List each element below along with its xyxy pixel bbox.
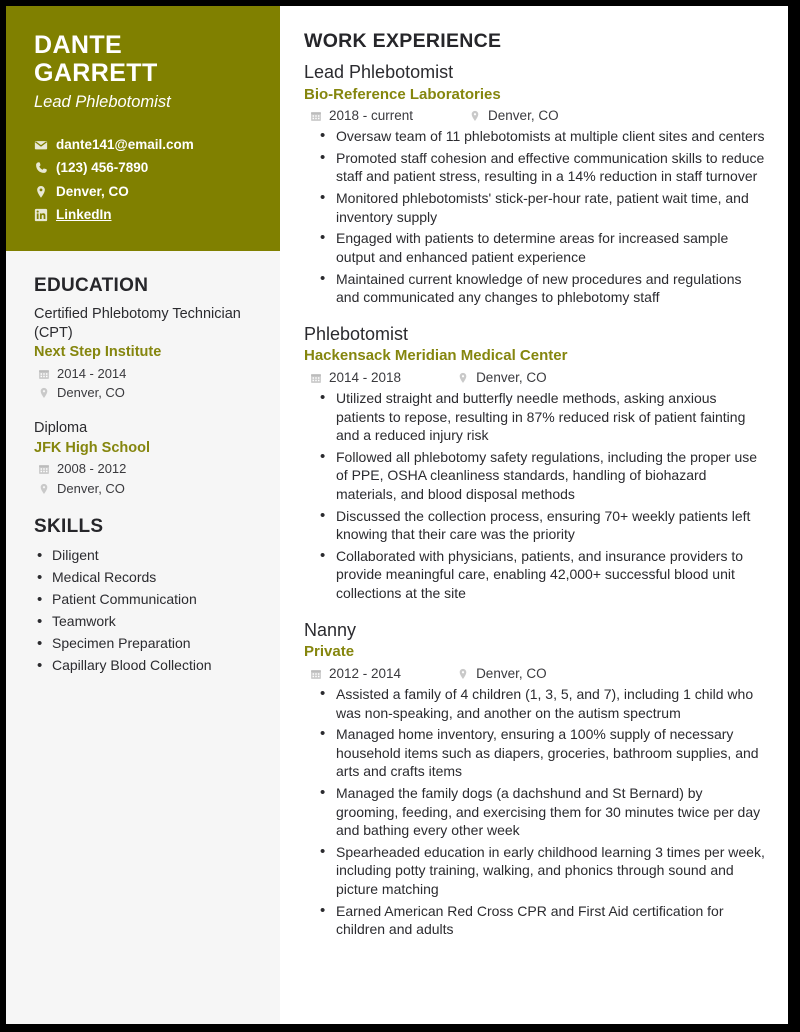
education-school: JFK High School [34, 439, 150, 456]
map-pin-icon [34, 185, 48, 199]
education-dates: 2014 - 2014 [57, 365, 127, 381]
calendar-icon [310, 110, 322, 122]
map-pin-icon [469, 110, 481, 122]
education-dates-row [34, 364, 256, 384]
skills-heading: SKILLS [34, 516, 104, 538]
map-pin-icon [38, 483, 50, 495]
list-item: • Assisted a family of 4 children (1, 3, 5, and 7), including 1 child who was non-speaking, and another on the autism spectrum [316, 685, 766, 722]
contact-item-location [34, 182, 252, 202]
education-location: Denver, CO [57, 385, 125, 401]
contact-item-phone [34, 158, 252, 178]
job-dates: 2014 - 2018 [329, 369, 402, 385]
education-degree: Diploma [34, 419, 88, 436]
job-role: Nanny [304, 619, 357, 640]
envelope-icon [34, 138, 48, 152]
list-item: • Medical Records [34, 568, 256, 588]
education-heading: EDUCATION [34, 275, 149, 297]
job-dates: 2018 - current [329, 108, 414, 123]
list-item: • Spearheaded education in early childhood learning 3 times per week, including potty training, walking, and phonics through sound and picture matching [316, 843, 766, 899]
phone-icon [34, 161, 48, 175]
list-item: • Collaborated with physicians, patients, and insurance providers to provide meaningful care, enabling 42,000+ successful blood unit collections at the site [316, 547, 766, 603]
map-pin-icon [38, 387, 50, 399]
education-dates-row [34, 459, 256, 479]
contact-location-text: Denver, CO [56, 183, 129, 199]
job-bullets [304, 685, 766, 939]
linkedin-link[interactable]: LinkedIn [56, 207, 112, 223]
work-experience-entry [304, 61, 766, 307]
list-item: • Specimen Preparation [34, 634, 256, 654]
job-dates-group [310, 106, 413, 126]
list-item: • Followed all phlebotomy safety regulations, including the proper use of PPE, OSHA cleanliness standards, handling of biohazard materials, and blood disposal methods [316, 448, 766, 504]
linkedin-icon [34, 208, 48, 222]
map-pin-icon [457, 668, 469, 680]
page-title: DANTE GARRETT [34, 31, 158, 87]
job-company: Bio-Reference Laboratories [304, 85, 501, 103]
list-item: • Oversaw team of 11 phlebotomists at multiple client sites and centers [316, 127, 766, 146]
skills-list [34, 546, 256, 675]
job-location-group [457, 664, 547, 684]
job-location-group [457, 368, 547, 388]
job-meta [304, 664, 766, 684]
list-item: • Managed the family dogs (a dachshund and St Bernard) by grooming, feeding, and exercising them for 30 minutes twice per day and bathing every other week [316, 784, 766, 840]
job-location: Denver, CO [476, 369, 547, 385]
list-item: • Capillary Blood Collection [34, 656, 256, 676]
job-location-group [469, 106, 559, 126]
name-header-block [6, 6, 280, 251]
list-item: • Managed home inventory, ensuring a 100% supply of necessary household items such as diapers, groceries, bathroom supplies, and arts and crafts items [316, 725, 766, 781]
job-dates: 2012 - 2014 [329, 665, 402, 681]
resume-page [6, 6, 788, 1024]
list-item: • Promoted staff cohesion and effective communication skills to reduce staff and patient stress, resulting in a 14% reduction in staff turnover [316, 149, 766, 186]
calendar-icon [38, 368, 50, 380]
job-role: Lead Phlebotomist [304, 62, 454, 82]
list-item: • Diligent [34, 546, 256, 566]
education-location-row [34, 479, 256, 499]
job-location: Denver, CO [476, 665, 547, 681]
list-item: • Maintained current knowledge of new procedures and regulations and communicated any changes to phlebotomy staff [316, 270, 766, 307]
job-meta [304, 368, 766, 388]
calendar-icon [310, 668, 322, 680]
sidebar [6, 6, 280, 1024]
list-item: • Engaged with patients to determine areas for increased sample output and enhanced patient experience [316, 229, 766, 266]
contact-list [34, 135, 252, 225]
list-item: • Patient Communication [34, 590, 256, 610]
contact-item-email [34, 135, 252, 155]
calendar-icon [310, 372, 322, 384]
work-experience-section [280, 6, 788, 1024]
contact-item-linkedin[interactable] [34, 205, 252, 225]
list-item: • Utilized straight and butterfly needle methods, asking anxious patients to repose, resulting in 87% reduced risk of patient fainting and a reduced injury risk [316, 389, 766, 445]
job-role: Phlebotomist [304, 323, 409, 344]
applicant-job-title: Lead Phlebotomist [34, 93, 171, 111]
education-degree: Certified Phlebotomy Technician (CPT) [34, 306, 241, 341]
list-item: • Earned American Red Cross CPR and First Aid certification for children and adults [316, 902, 766, 939]
map-pin-icon [457, 372, 469, 384]
work-experience-entry [304, 323, 766, 603]
job-meta [304, 106, 766, 126]
job-bullets [304, 389, 766, 603]
job-company: Hackensack Meridian Medical Center [304, 347, 568, 365]
contact-email-text: dante141@email.com [56, 136, 194, 152]
education-location: Denver, CO [57, 480, 125, 496]
education-location-row [34, 383, 256, 403]
job-bullets [304, 127, 766, 306]
list-item: • Discussed the collection process, ensuring 70+ weekly patients left knowing that their care was the priority [316, 507, 766, 544]
job-location: Denver, CO [488, 108, 559, 123]
job-company: Private [304, 643, 355, 661]
job-dates-group [310, 664, 401, 684]
education-entry [34, 305, 256, 403]
education-school: Next Step Institute [34, 344, 162, 361]
list-item: • Teamwork [34, 612, 256, 632]
work-experience-heading: WORK EXPERIENCE [304, 30, 502, 52]
sidebar-body [6, 251, 280, 1024]
education-dates: 2008 - 2012 [57, 461, 127, 477]
education-entry [34, 419, 256, 498]
list-item: • Monitored phlebotomists' stick-per-hour rate, patient wait time, and inventory supply [316, 189, 766, 226]
contact-phone-text: (123) 456-7890 [56, 160, 149, 176]
calendar-icon [38, 463, 50, 475]
job-dates-group [310, 368, 401, 388]
work-experience-entry [304, 619, 766, 939]
